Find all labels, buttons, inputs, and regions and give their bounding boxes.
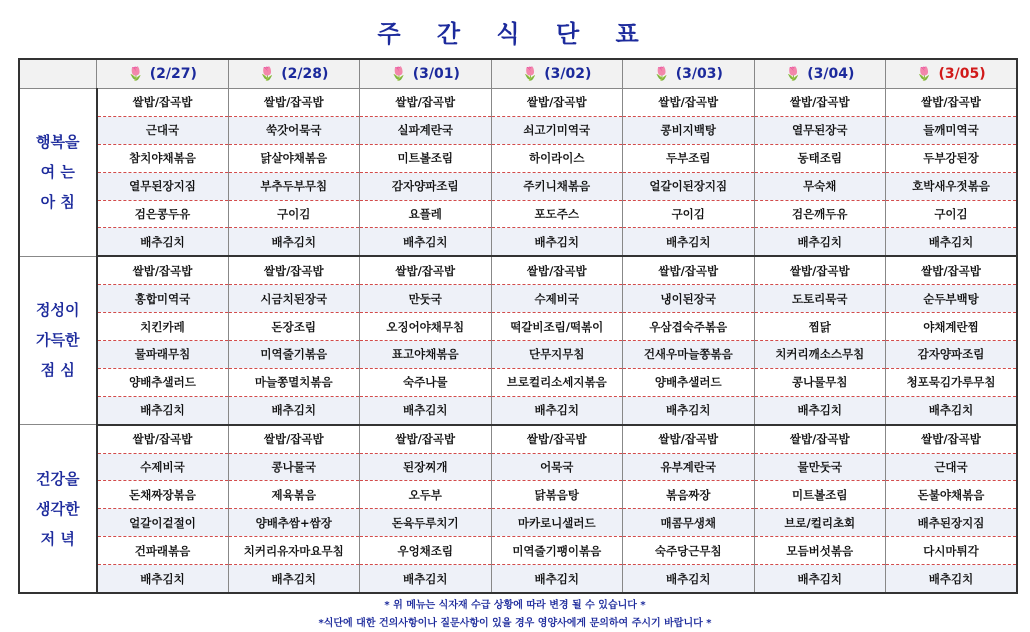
flower-icon: 🌷 bbox=[785, 67, 802, 82]
menu-item: 쇠고기미역국 bbox=[491, 116, 623, 144]
menu-row bbox=[19, 228, 1017, 256]
day-header bbox=[754, 59, 886, 89]
menu-item: 쑥갓어묵국 bbox=[228, 116, 360, 144]
menu-item: 닭살야채볶음 bbox=[228, 144, 360, 172]
day-header bbox=[491, 59, 623, 89]
meal-label-line: 저 녁 bbox=[40, 529, 75, 548]
flower-icon: 🌷 bbox=[127, 67, 144, 82]
menu-item: 구이김 bbox=[886, 200, 1018, 228]
menu-item: 열무된장지짐 bbox=[97, 172, 229, 200]
menu-item: 건파래볶음 bbox=[97, 537, 229, 565]
menu-item: 얼갈이겉절이 bbox=[97, 509, 229, 537]
menu-item: 쌀밥/잡곡밥 bbox=[360, 256, 492, 284]
flower-icon: 🌷 bbox=[653, 67, 670, 82]
day-date: (3/02) bbox=[544, 66, 592, 82]
menu-item: 배추김치 bbox=[623, 565, 755, 594]
menu-item: 다시마튀각 bbox=[886, 537, 1018, 565]
menu-item: 청포묵김가루무침 bbox=[886, 368, 1018, 396]
menu-row bbox=[19, 313, 1017, 341]
menu-row bbox=[19, 509, 1017, 537]
menu-item: 쌀밥/잡곡밥 bbox=[228, 89, 360, 117]
menu-item: 콩나물무침 bbox=[754, 368, 886, 396]
menu-item: 돈장조림 bbox=[228, 313, 360, 341]
menu-item: 된장찌개 bbox=[360, 453, 492, 481]
menu-item: 배추김치 bbox=[754, 228, 886, 256]
menu-item: 동태조림 bbox=[754, 144, 886, 172]
menu-row bbox=[19, 89, 1017, 117]
notice-inquiry: *식단에 대한 건의사항이나 질문사항이 있을 경우 영양사에게 문의하여 주시기 바랍니다 * bbox=[318, 618, 712, 629]
meal-label-line: 점 심 bbox=[40, 361, 75, 380]
menu-item: 무숙채 bbox=[754, 172, 886, 200]
menu-item: 유부계란국 bbox=[623, 453, 755, 481]
menu-item: 구이김 bbox=[623, 200, 755, 228]
notice-change: * 위 메뉴는 식자재 수급 상황에 따라 변경 될 수 있습니다 * bbox=[384, 600, 646, 611]
menu-item: 하이라이스 bbox=[491, 144, 623, 172]
menu-item: 볶음짜장 bbox=[623, 481, 755, 509]
menu-item: 표고야채볶음 bbox=[360, 340, 492, 368]
day-date: (3/03) bbox=[675, 66, 723, 82]
menu-item: 쌀밥/잡곡밥 bbox=[97, 425, 229, 453]
menu-item: 양배추샐러드 bbox=[97, 368, 229, 396]
menu-item: 포도주스 bbox=[491, 200, 623, 228]
meal-label-line: 행복을 bbox=[36, 133, 80, 152]
menu-item: 배추김치 bbox=[228, 228, 360, 256]
flower-icon: 🌷 bbox=[916, 67, 933, 82]
menu-item: 감자양파조림 bbox=[886, 340, 1018, 368]
menu-item: 냉이된장국 bbox=[623, 285, 755, 313]
flower-icon: 🌷 bbox=[390, 67, 407, 82]
menu-item: 배추된장지짐 bbox=[886, 509, 1018, 537]
menu-item: 실파계란국 bbox=[360, 116, 492, 144]
meal-label-line: 여 는 bbox=[40, 163, 75, 182]
menu-item: 배추김치 bbox=[491, 396, 623, 424]
menu-item: 들깨미역국 bbox=[886, 116, 1018, 144]
menu-row bbox=[19, 537, 1017, 565]
menu-item: 배추김치 bbox=[360, 228, 492, 256]
menu-item: 마늘쫑멸치볶음 bbox=[228, 368, 360, 396]
menu-item: 쌀밥/잡곡밥 bbox=[97, 89, 229, 117]
menu-item: 우삼겹숙주볶음 bbox=[623, 313, 755, 341]
day-date: (3/04) bbox=[807, 66, 855, 82]
meal-label bbox=[19, 256, 97, 424]
menu-item: 매콤무생채 bbox=[623, 509, 755, 537]
menu-row bbox=[19, 172, 1017, 200]
menu-item: 배추김치 bbox=[360, 565, 492, 594]
menu-item: 주키니채볶음 bbox=[491, 172, 623, 200]
menu-item: 근대국 bbox=[97, 116, 229, 144]
menu-item: 양배추쌈+쌈장 bbox=[228, 509, 360, 537]
menu-item: 쌀밥/잡곡밥 bbox=[97, 256, 229, 284]
day-header bbox=[360, 59, 492, 89]
menu-row bbox=[19, 116, 1017, 144]
menu-row bbox=[19, 256, 1017, 284]
day-header bbox=[97, 59, 229, 89]
menu-item: 홍합미역국 bbox=[97, 285, 229, 313]
menu-item: 수제비국 bbox=[97, 453, 229, 481]
menu-item: 구이김 bbox=[228, 200, 360, 228]
menu-item: 배추김치 bbox=[623, 228, 755, 256]
menu-row bbox=[19, 396, 1017, 424]
menu-item: 물파래무침 bbox=[97, 340, 229, 368]
menu-item: 쌀밥/잡곡밥 bbox=[491, 89, 623, 117]
page-title: 주 간 식 단 표 bbox=[377, 20, 653, 48]
menu-item: 시금치된장국 bbox=[228, 285, 360, 313]
menu-item: 두부강된장 bbox=[886, 144, 1018, 172]
menu-item: 쌀밥/잡곡밥 bbox=[886, 256, 1018, 284]
menu-item: 쌀밥/잡곡밥 bbox=[754, 425, 886, 453]
menu-item: 도토리묵국 bbox=[754, 285, 886, 313]
menu-item: 단무지무침 bbox=[491, 340, 623, 368]
meal-label-line: 아 침 bbox=[40, 193, 75, 212]
menu-item: 콩나물국 bbox=[228, 453, 360, 481]
menu-item: 배추김치 bbox=[97, 396, 229, 424]
day-date: (2/27) bbox=[149, 66, 197, 82]
menu-item: 찜닭 bbox=[754, 313, 886, 341]
menu-item: 미트볼조림 bbox=[754, 481, 886, 509]
menu-row bbox=[19, 340, 1017, 368]
menu-item: 양배추샐러드 bbox=[623, 368, 755, 396]
menu-item: 돈육두루치기 bbox=[360, 509, 492, 537]
menu-item: 열무된장국 bbox=[754, 116, 886, 144]
day-date: (2/28) bbox=[281, 66, 329, 82]
menu-item: 얼갈이된장지짐 bbox=[623, 172, 755, 200]
menu-item: 쌀밥/잡곡밥 bbox=[754, 256, 886, 284]
menu-item: 쌀밥/잡곡밥 bbox=[228, 425, 360, 453]
menu-item: 오두부 bbox=[360, 481, 492, 509]
menu-item: 검은깨두유 bbox=[754, 200, 886, 228]
menu-item: 브로/컬리초회 bbox=[754, 509, 886, 537]
menu-item: 쌀밥/잡곡밥 bbox=[754, 89, 886, 117]
menu-item: 만둣국 bbox=[360, 285, 492, 313]
day-date: (3/05) bbox=[938, 66, 986, 82]
meal-label-line: 건강을 bbox=[36, 469, 80, 488]
menu-item: 배추김치 bbox=[886, 228, 1018, 256]
menu-item: 배추김치 bbox=[97, 228, 229, 256]
menu-item: 쌀밥/잡곡밥 bbox=[623, 425, 755, 453]
menu-item: 오징어야채무침 bbox=[360, 313, 492, 341]
menu-item: 콩비지백탕 bbox=[623, 116, 755, 144]
menu-row bbox=[19, 285, 1017, 313]
day-header bbox=[886, 59, 1018, 89]
menu-item: 모듬버섯볶음 bbox=[754, 537, 886, 565]
day-header bbox=[623, 59, 755, 89]
day-date: (3/01) bbox=[412, 66, 460, 82]
menu-item: 배추김치 bbox=[886, 565, 1018, 594]
menu-row bbox=[19, 425, 1017, 453]
menu-item: 치킨카레 bbox=[97, 313, 229, 341]
menu-item: 쌀밥/잡곡밥 bbox=[360, 89, 492, 117]
menu-item: 숙주당근무침 bbox=[623, 537, 755, 565]
menu-item: 돈불야채볶음 bbox=[886, 481, 1018, 509]
menu-item: 호박새우젓볶음 bbox=[886, 172, 1018, 200]
menu-item: 배추김치 bbox=[228, 565, 360, 594]
menu-item: 배추김치 bbox=[360, 396, 492, 424]
menu-item: 브로컬리소세지볶음 bbox=[491, 368, 623, 396]
menu-item: 배추김치 bbox=[754, 396, 886, 424]
menu-item: 쌀밥/잡곡밥 bbox=[491, 425, 623, 453]
menu-item: 쌀밥/잡곡밥 bbox=[886, 89, 1018, 117]
menu-item: 떡갈비조림/떡볶이 bbox=[491, 313, 623, 341]
menu-item: 미트볼조림 bbox=[360, 144, 492, 172]
date-header-row bbox=[19, 59, 1017, 89]
menu-item: 미역줄기볶음 bbox=[228, 340, 360, 368]
menu-item: 근대국 bbox=[886, 453, 1018, 481]
menu-item: 배추김치 bbox=[754, 565, 886, 594]
menu-row bbox=[19, 453, 1017, 481]
menu-item: 참치야채볶음 bbox=[97, 144, 229, 172]
flower-icon: 🌷 bbox=[522, 67, 539, 82]
header-corner bbox=[19, 59, 97, 89]
meal-label-line: 가득한 bbox=[36, 331, 80, 350]
menu-item: 건새우마늘쫑볶음 bbox=[623, 340, 755, 368]
menu-row bbox=[19, 481, 1017, 509]
menu-item: 쌀밥/잡곡밥 bbox=[886, 425, 1018, 453]
menu-item: 치커리유자마요무침 bbox=[228, 537, 360, 565]
menu-item: 우엉채조림 bbox=[360, 537, 492, 565]
menu-item: 쌀밥/잡곡밥 bbox=[360, 425, 492, 453]
meal-label-line: 생각한 bbox=[36, 499, 80, 518]
menu-item: 쌀밥/잡곡밥 bbox=[623, 89, 755, 117]
menu-item: 미역줄기팽이볶음 bbox=[491, 537, 623, 565]
menu-item: 두부조림 bbox=[623, 144, 755, 172]
menu-item: 물만둣국 bbox=[754, 453, 886, 481]
menu-item: 배추김치 bbox=[491, 565, 623, 594]
menu-item: 부추두부무침 bbox=[228, 172, 360, 200]
menu-item: 배추김치 bbox=[623, 396, 755, 424]
weekly-menu-table bbox=[18, 58, 1018, 594]
menu-row bbox=[19, 144, 1017, 172]
menu-item: 야채계란찜 bbox=[886, 313, 1018, 341]
menu-item: 숙주나물 bbox=[360, 368, 492, 396]
menu-item: 쌀밥/잡곡밥 bbox=[491, 256, 623, 284]
menu-item: 돈채짜장볶음 bbox=[97, 481, 229, 509]
menu-row bbox=[19, 565, 1017, 594]
menu-item: 배추김치 bbox=[886, 396, 1018, 424]
flower-icon: 🌷 bbox=[259, 67, 276, 82]
menu-item: 배추김치 bbox=[491, 228, 623, 256]
menu-item: 어묵국 bbox=[491, 453, 623, 481]
meal-label-line: 정성이 bbox=[36, 301, 80, 320]
menu-item: 감자양파조림 bbox=[360, 172, 492, 200]
menu-item: 순두부백탕 bbox=[886, 285, 1018, 313]
menu-row bbox=[19, 368, 1017, 396]
menu-item: 배추김치 bbox=[97, 565, 229, 594]
meal-label bbox=[19, 89, 97, 257]
menu-row bbox=[19, 200, 1017, 228]
menu-item: 배추김치 bbox=[228, 396, 360, 424]
menu-item: 검은콩두유 bbox=[97, 200, 229, 228]
menu-item: 제육볶음 bbox=[228, 481, 360, 509]
day-header bbox=[228, 59, 360, 89]
menu-item: 닭볶음탕 bbox=[491, 481, 623, 509]
menu-item: 요플레 bbox=[360, 200, 492, 228]
meal-label bbox=[19, 425, 97, 593]
menu-item: 마카로니샐러드 bbox=[491, 509, 623, 537]
menu-item: 쌀밥/잡곡밥 bbox=[623, 256, 755, 284]
menu-item: 치커리깨소스무침 bbox=[754, 340, 886, 368]
menu-item: 쌀밥/잡곡밥 bbox=[228, 256, 360, 284]
menu-item: 수제비국 bbox=[491, 285, 623, 313]
